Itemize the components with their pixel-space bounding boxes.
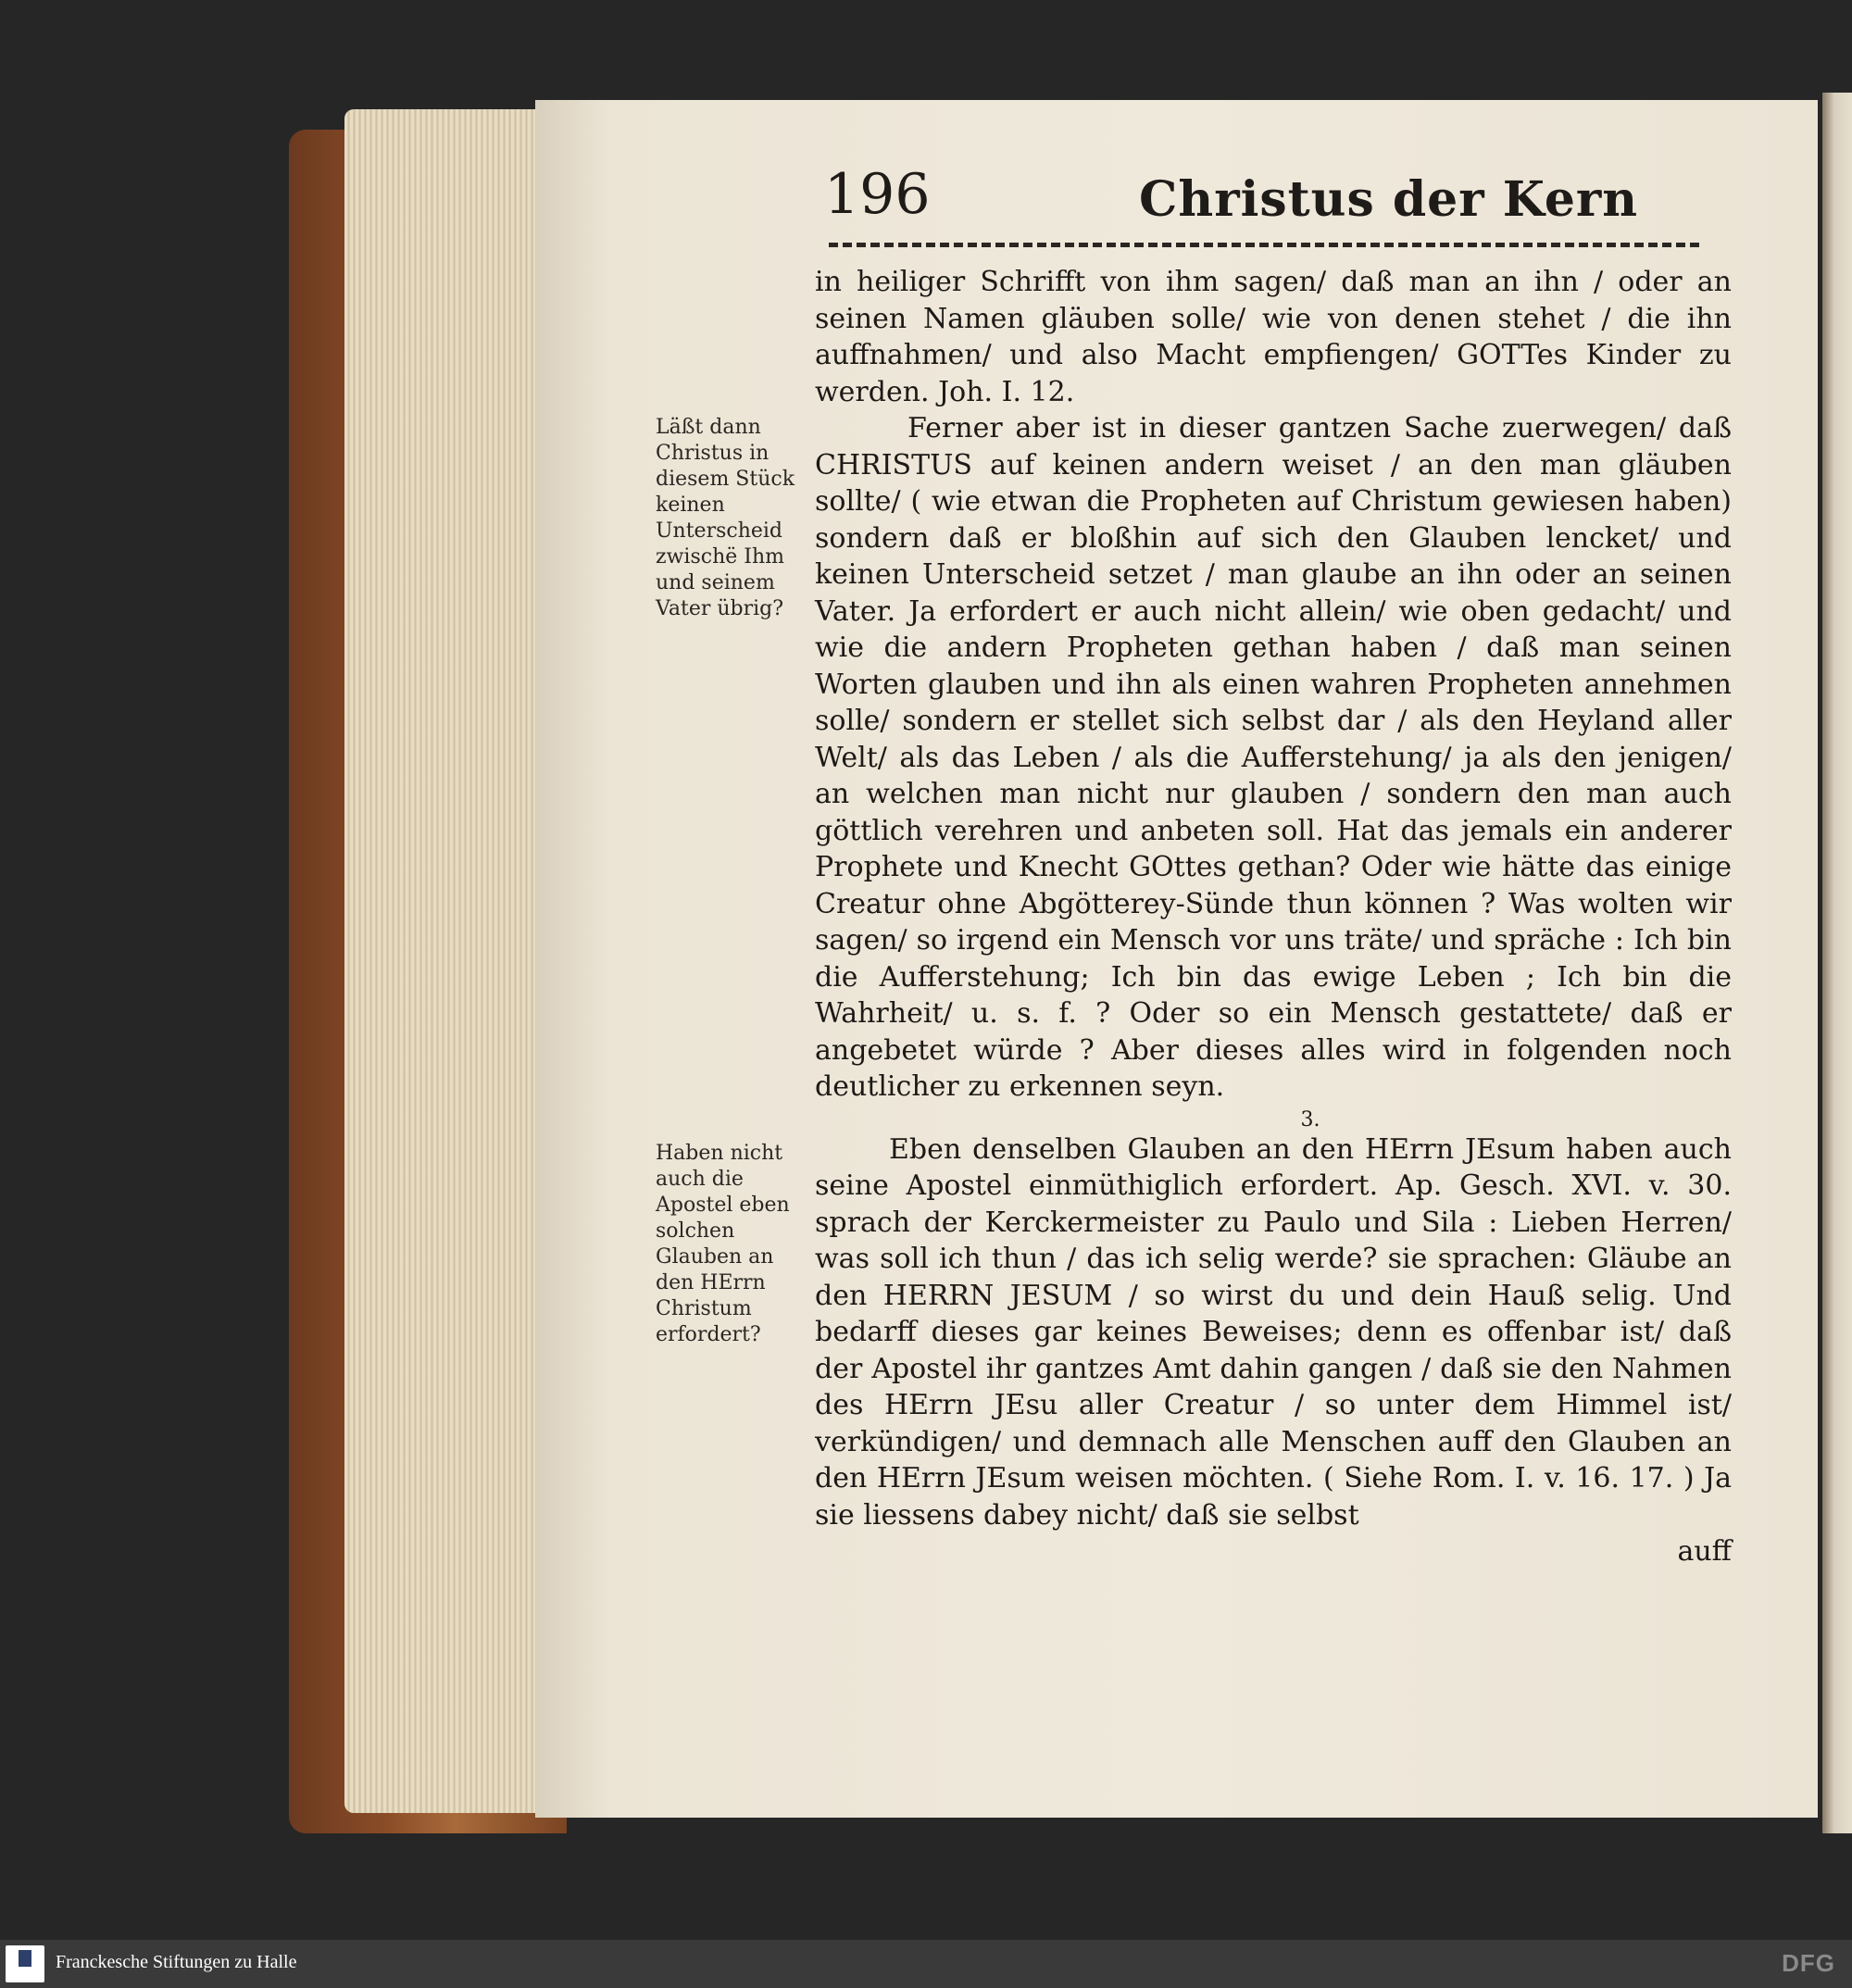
- paragraph: Eben denselben Glauben an den HErrn JEsum haben auch seine Apostel einmüthiglich erfordert. Ap. Gesch. XVI. v. 30. sprach der Kerckermeister zu Paulo und Sila : Lieben Herren/ was soll ich thun / das ich selig werde? sie sprachen: Gläube an den HERRN JESUM / so wirst du und dein Hauß selig. Und bedarff dieses gar keines Beweises; denn es offenbar ist/ daß der Apostel ihr gantzes Amt dahin gangen / daß sie den Nahmen des HErrn JEsu aller Creatur / so unter dem Himmel ist/ verkündigen/ und demnach alle Menschen auff den Glauben an den HErrn JEsum weisen möchten. ( Siehe Rom. I. v. 16. 17. ) Ja sie liessens dabey nicht/ daß sie selbst: [815, 1132, 1732, 1532]
- page-edges: [344, 109, 548, 1813]
- dfg-logo[interactable]: DFG: [1782, 1949, 1835, 1977]
- margin-note: Läßt dann Christus in diesem Stück keinen Unterscheid zwischë Ihm und seinem Vater übrig?: [656, 416, 795, 620]
- institution-logo-icon[interactable]: [6, 1945, 44, 1982]
- margin-note: Haben nicht auch die Apostel eben solchen Glauben an den HErrn Christum erfordert?: [656, 1142, 790, 1346]
- facing-page-edge: [1822, 93, 1852, 1833]
- paragraph: in heiliger Schrifft von ihm sagen/ daß man an ihn / oder an seinen Namen gläuben solle/ wie von denen stehet / die ihn auffnahmen/ und also Macht empfiengen/ GOTTes Kinder zu werden. Joh. I. 12.: [815, 266, 1732, 408]
- section-number: 3.: [1300, 1107, 1320, 1132]
- header-rule: [829, 243, 1699, 247]
- running-title: Christus der Kern: [1139, 171, 1639, 228]
- page-number: 196: [824, 162, 931, 227]
- institution-name[interactable]: Franckesche Stiftungen zu Halle: [56, 1952, 297, 1972]
- body-text: [815, 264, 1732, 1570]
- paragraph: Ferner aber ist in dieser gantzen Sache zuerwegen/ daß CHRISTUS auf keinen andern weiset / an den man gläuben sollte/ ( wie etwan die Propheten auf Christum gewiesen haben) sondern daß er bloßhin auf sich den Glauben lencket/ und keinen Unterscheid setzet / man glaube an ihn oder an seinen Vater. Ja erfordert er auch nicht allein/ wie oben gedacht/ und wie die andern Propheten gethan haben / daß man seinen Worten glauben und ihn als einen wahren Propheten annehmen solle/ sondern er stellet sich selbst dar / als den Heyland aller Welt/ als das Leben / als die Aufferstehung/ ja als den jenigen/ an welchen man nicht nur glauben / sondern den man auch göttlich verehren und anbeten soll. Hat das jemals ein anderer Prophete und Knecht GOttes gethan? Oder wie hätte das einige Creatur ohne Abgötterey-Sünde thun können ? Was wolten wir sagen/ so irgend ein Mensch vor uns träte/ und spräche : Ich bin die Aufferstehung; Ich bin das ewige Leben ; Ich bin die Wahrheit/ u. s. f. ? Oder so ein Mensch gestattete/ daß er angebetet würde ? Aber dieses alles wird in folgenden noch deutlicher zu erkennen seyn.: [815, 412, 1732, 1103]
- catchword: auff: [1677, 1535, 1732, 1568]
- footer-bar: [0, 1940, 1852, 1988]
- building-icon: [19, 1950, 31, 1967]
